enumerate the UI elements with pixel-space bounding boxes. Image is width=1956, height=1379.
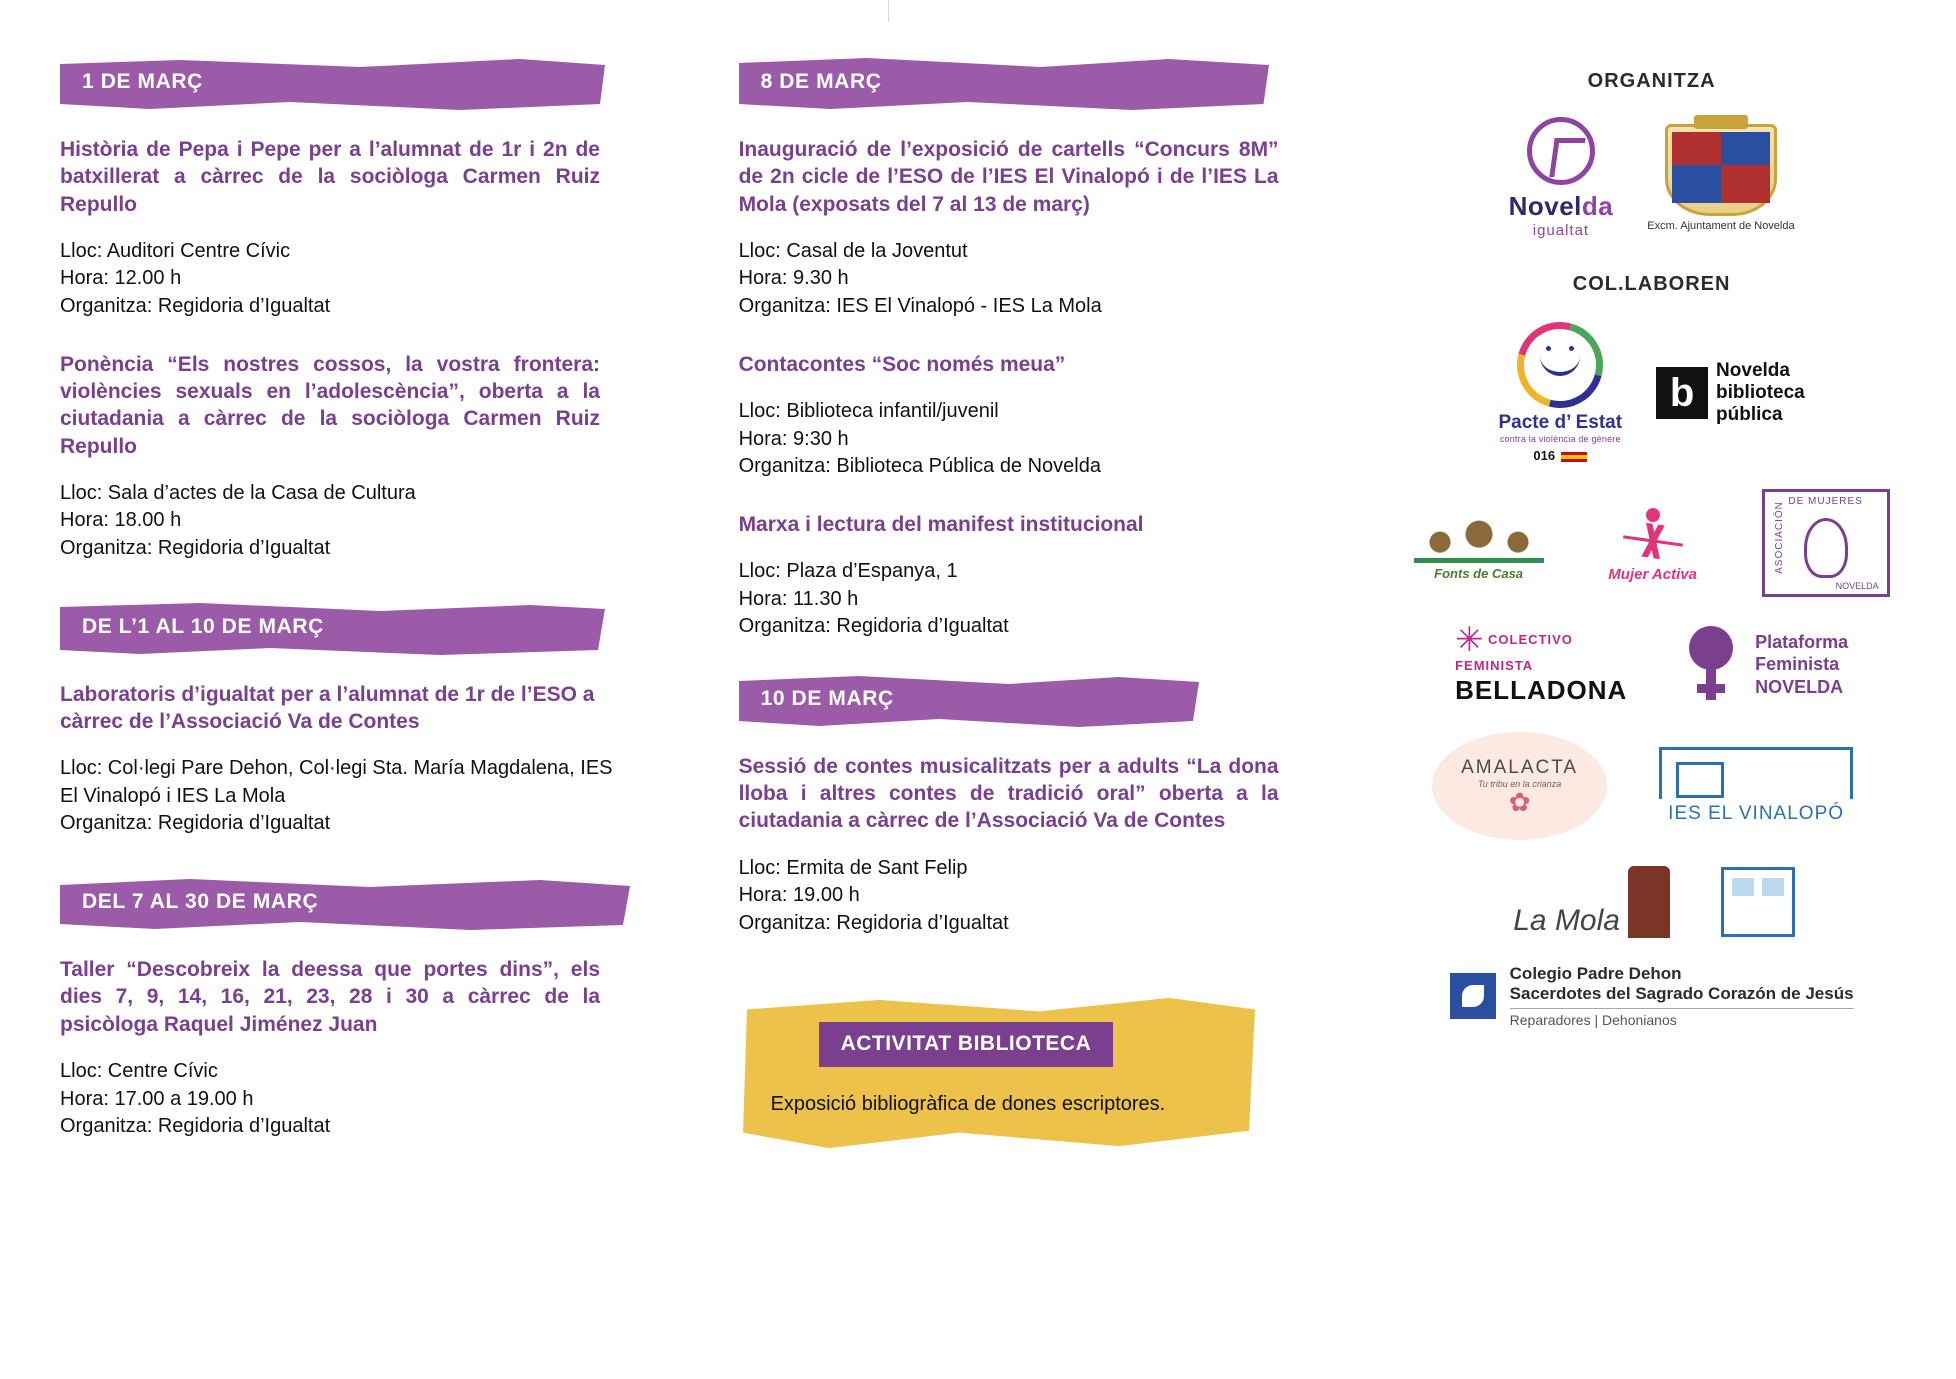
- dehon-line-3: Reparadores | Dehonianos: [1510, 1008, 1854, 1028]
- asterisk-icon: ✳: [1455, 621, 1484, 659]
- event-detail: Lloc: Centre Cívic: [60, 1059, 218, 1082]
- activitat-badge: ACTIVITAT BIBLIOTECA: [819, 1022, 1114, 1067]
- castle-icon: [1414, 505, 1544, 563]
- collaboren-row-4: [1387, 732, 1916, 840]
- mujer-activa-logo: [1578, 504, 1728, 583]
- novelda-logo-accent: da: [1581, 191, 1614, 221]
- banner-label: 8 DE MARÇ: [760, 70, 882, 93]
- fold-guide: [888, 0, 889, 22]
- event-detail: Lloc: Biblioteca infantil/juvenil: [738, 399, 999, 422]
- amalacta-logo: [1432, 732, 1607, 840]
- venus-fist-icon: [1689, 626, 1743, 704]
- shield-quarter: [1721, 165, 1770, 203]
- event-detail: Hora: 17.00 a 19.00 h: [60, 1087, 254, 1110]
- novelda-igualtat-logo: [1509, 117, 1614, 239]
- event-detail: Organitza: Regidoria d’Igualtat: [60, 295, 331, 318]
- plataforma-line-2: Feminista: [1755, 654, 1840, 675]
- amalacta-sub: Tu tribu en la crianza: [1477, 779, 1562, 789]
- collaboren-row-2: [1387, 489, 1916, 597]
- activitat-text: Exposició bibliogràfica de dones escriptores.: [770, 1092, 1166, 1115]
- fonts-de-casa-logo: [1414, 505, 1544, 581]
- event-detail: Hora: 12.00 h: [60, 267, 182, 290]
- event-title: Història de Pepa i Pepe per a l’alumnat de 1r i 2n de batxillerat a càrrec de la sociòloga Carmen Ruiz Repullo: [60, 138, 600, 216]
- novelda-mark-icon: [1527, 117, 1595, 185]
- female-torso-icon: [1804, 518, 1848, 578]
- pacte-phone-number: 016: [1533, 448, 1556, 463]
- collaboren-row-5: [1387, 866, 1916, 938]
- biblioteca-text: [1716, 360, 1805, 426]
- event-detail: Organitza: Regidoria d’Igualtat: [738, 911, 1009, 934]
- organitza-heading: ORGANITZA: [1587, 70, 1716, 92]
- mujer-activa-text: Mujer Activa: [1608, 565, 1697, 583]
- belladona-line-1: COLECTIVO FEMINISTA: [1455, 632, 1573, 673]
- event-detail: Lloc: Plaza d’Espanya, 1: [738, 560, 958, 583]
- event-item: [60, 136, 679, 321]
- banner-label: 10 DE MARÇ: [760, 686, 894, 710]
- event-title: Contacontes “Soc només meua”: [738, 352, 1066, 376]
- ajuntament-caption: Excm. Ajuntament de Novelda: [1647, 220, 1795, 232]
- event-detail: Organitza: Regidoria d’Igualtat: [60, 812, 331, 835]
- event-detail: Hora: 19.00 h: [738, 884, 860, 907]
- plataforma-line-3: NOVELDA: [1755, 676, 1844, 697]
- dehon-mark-icon: [1450, 973, 1496, 1019]
- right-column: [1317, 30, 1916, 1359]
- la-mola-logo: [1497, 866, 1687, 938]
- pacte-arc-icon: [1502, 306, 1619, 423]
- building-icon: [1659, 747, 1853, 799]
- belladona-logo: [1455, 623, 1655, 706]
- event-detail: Hora: 9.30 h: [738, 267, 849, 290]
- novelda-logo-name: Novelda: [1508, 191, 1614, 221]
- ies-el-vinalopo-logo: [1641, 747, 1871, 825]
- event-item: [60, 351, 679, 563]
- amalacta-name: AMALACTA: [1461, 757, 1579, 778]
- la-mola-name: La Mola: [1513, 904, 1620, 937]
- event-detail: Organitza: IES El Vinalopó - IES La Mola: [738, 295, 1102, 318]
- venus-circle: [1689, 626, 1733, 670]
- event-detail: Organitza: Regidoria d’Igualtat: [60, 537, 331, 560]
- event-title: Laboratoris d’igualtat per a l’alumnat de 1r de l’ESO a càrrec de l’Associació Va de Contes: [60, 682, 595, 733]
- biblioteca-line-1: Novelda: [1716, 359, 1790, 381]
- event-item: [60, 681, 679, 838]
- pacte-destat-logo: [1498, 322, 1622, 463]
- pacte-name: Pacte d’ Estat: [1498, 412, 1623, 433]
- event-detail: Organitza: Biblioteca Pública de Novelda: [738, 455, 1101, 478]
- event-title: Marxa i lectura del manifest institucional: [738, 512, 1144, 536]
- asociacion-de-mujeres-logo: [1762, 489, 1890, 597]
- event-detail: Hora: 9:30 h: [738, 427, 849, 450]
- asoc-bottom-text: NOVELDA: [1835, 581, 1879, 591]
- flower-icon: ✿: [1508, 787, 1531, 817]
- asoc-top-text: DE MUJERES: [1788, 496, 1863, 507]
- biblioteca-line-3: pública: [1716, 403, 1783, 425]
- novelda-logo-sub: igualtat: [1532, 222, 1590, 239]
- event-detail: Lloc: Casal de la Joventut: [738, 239, 968, 262]
- event-detail: Lloc: Sala d’actes de la Casa de Cultura: [60, 481, 416, 504]
- biblioteca-line-2: biblioteca: [1716, 381, 1805, 403]
- pacte-phone: [1498, 448, 1622, 463]
- shield-quarter: [1672, 165, 1721, 203]
- biblioteca-publica-logo: [1656, 360, 1805, 426]
- spain-flag-icon: [1561, 452, 1587, 462]
- event-detail: Lloc: Auditori Centre Cívic: [60, 239, 291, 262]
- dehon-text: [1510, 964, 1854, 1028]
- banner-10-de-marc: [739, 675, 1199, 727]
- event-detail: Organitza: Regidoria d’Igualtat: [60, 1115, 331, 1138]
- biblioteca-b-icon: b: [1656, 367, 1708, 419]
- event-item: [739, 351, 1318, 481]
- banner-1-de-marc: [60, 58, 605, 110]
- pacte-tagline: contra la violència de gènere: [1499, 434, 1621, 444]
- event-title: Inauguració de l’exposició de cartells “Concurs 8M” de 2n cicle de l’ESO de l’IES El Vinalopó i de l’IES La Mola (exposats del 7 al 13 de març): [738, 138, 1279, 216]
- organitza-logo-row: [1387, 117, 1916, 239]
- collaboren-row-1: [1387, 322, 1916, 463]
- belladona-line-2: BELLADONA: [1455, 675, 1628, 705]
- activitat-biblioteca-box: [739, 996, 1259, 1150]
- dehon-line-1: Colegio Padre Dehon: [1509, 964, 1682, 983]
- yellow-content: [739, 1022, 1259, 1116]
- banner-label: DEL 7 AL 30 DE MARÇ: [82, 890, 319, 914]
- colegio-padre-dehon-logo: [1387, 964, 1916, 1028]
- plataforma-text: [1755, 631, 1848, 699]
- shield-icon: [1665, 124, 1777, 216]
- banner-label: 1 DE MARÇ: [82, 70, 203, 93]
- event-detail: Lloc: Ermita de Sant Felip: [738, 856, 968, 879]
- smiley-face-icon: [1540, 354, 1580, 376]
- belladona-top: [1455, 623, 1655, 675]
- collaboren-row-3: [1387, 623, 1916, 706]
- event-item: [739, 136, 1318, 321]
- event-item: [739, 511, 1318, 641]
- carmelitas-logo: [1721, 867, 1807, 937]
- fonts-text: Fonts de Casa: [1434, 566, 1524, 581]
- collaboren-heading: COL.LABOREN: [1572, 273, 1731, 295]
- event-detail: Hora: 11.30 h: [738, 587, 859, 610]
- school-building-icon: [1721, 867, 1795, 937]
- event-item: [739, 753, 1318, 938]
- event-item: [60, 956, 679, 1141]
- plataforma-feminista-logo: [1689, 626, 1848, 704]
- asoc-side-text: ASOCIACIÓN: [1773, 501, 1785, 574]
- event-detail: Hora: 18.00 h: [60, 509, 182, 532]
- dancing-woman-icon: [1578, 504, 1728, 566]
- banner-label: DE L’1 AL 10 DE MARÇ: [82, 614, 324, 638]
- banner-del-7-al-30-de-marc: [60, 878, 630, 930]
- middle-column: [679, 30, 1318, 1359]
- ajuntament-logo: [1647, 124, 1794, 232]
- banner-8-de-marc: [739, 58, 1269, 110]
- plataforma-line-1: Plataforma: [1755, 631, 1849, 652]
- banner-de-l1-al-10-de-marc: [60, 603, 605, 655]
- crown-icon: [1694, 115, 1748, 129]
- event-detail: Organitza: Regidoria d’Igualtat: [738, 615, 1009, 638]
- left-column: [40, 30, 679, 1359]
- tower-icon: [1628, 866, 1670, 938]
- event-title: Sessió de contes musicalitzats per a adults “La dona lloba i altres contes de tradició oral” oberta a la ciutadania a càrrec de l’Associació Va de Contes: [738, 754, 1279, 833]
- event-title: Taller “Descobreix la deessa que portes dins”, els dies 7, 9, 14, 16, 21, 23, 28 i 30 a càrrec de la psicòloga Raquel Jiménez Juan: [60, 958, 600, 1036]
- event-detail: Lloc: Col·legi Pare Dehon, Col·legi Sta. María Magdalena, IES El Vinalopó i IES La Mola: [60, 757, 613, 807]
- event-title: Ponència “Els nostres cossos, la vostra frontera: violències sexuals en l’adolescència”, oberta a la ciutadania a càrrec de la sociòloga Carmen Ruiz Repullo: [60, 352, 600, 458]
- vinalopo-name: IES EL VINALOPÓ: [1668, 803, 1845, 824]
- dehon-line-2: Sacerdotes del Sagrado Corazón de Jesús: [1509, 984, 1854, 1003]
